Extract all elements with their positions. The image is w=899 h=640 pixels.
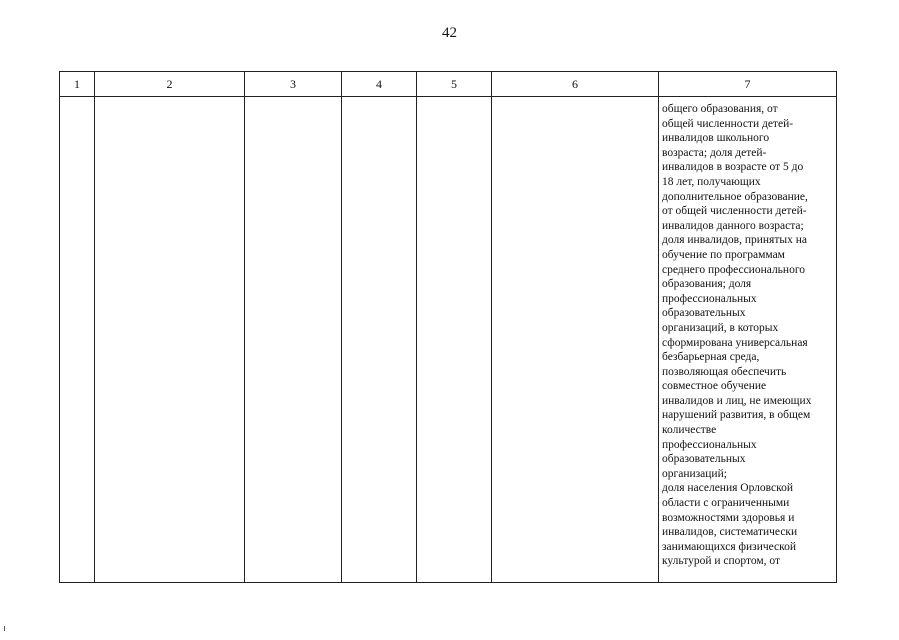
cell-text-col2	[95, 97, 244, 102]
table-cell-col4	[342, 97, 417, 583]
cell-text-col5	[417, 97, 491, 102]
column-header-4: 4	[342, 72, 417, 97]
table-cell-col7	[659, 97, 837, 583]
table-cell-col1	[60, 97, 95, 583]
column-header-3: 3	[245, 72, 342, 97]
cell-text-col1	[60, 97, 94, 102]
cell-text-col3	[245, 97, 341, 102]
column-header-5: 5	[417, 72, 492, 97]
page-number: 42	[442, 25, 457, 41]
column-header-6: 6	[492, 72, 659, 97]
table-cell-col5	[417, 97, 492, 583]
scan-mark	[4, 626, 5, 631]
document-table	[59, 71, 837, 583]
column-header-2: 2	[95, 72, 245, 97]
cell-text-col6	[492, 97, 658, 102]
column-header-1: 1	[60, 72, 95, 97]
table-row	[60, 97, 837, 583]
table-header-row	[60, 72, 837, 97]
cell-text-col4	[342, 97, 416, 102]
table-cell-col3	[245, 97, 342, 583]
cell-text-col7: общего образования, от общей численности детей- инвалидов школьного возраста; доля детей- инвалидов в возрасте от 5 до 18 лет, получающих дополнительное образование, от общей численности детей- инвалидов данного возраста; доля инвалидов, принятых на обучение по программам среднего профессионального образования; доля профессиональных образовательных организаций, в которых сформирована универсальная безбарьерная среда, позволяющая обеспечить совместное обучение инвалидов и лиц, не имеющих нарушений развития, в общем количестве профессиональных образовательных организаций; доля населения Орловской области с ограниченными возможностями здоровья и инвалидов, систематически занимающихся физической культурой и спортом, от	[662, 103, 812, 568]
table-cell-col2	[95, 97, 245, 583]
column-header-7: 7	[659, 72, 837, 97]
table-cell-col6	[492, 97, 659, 583]
